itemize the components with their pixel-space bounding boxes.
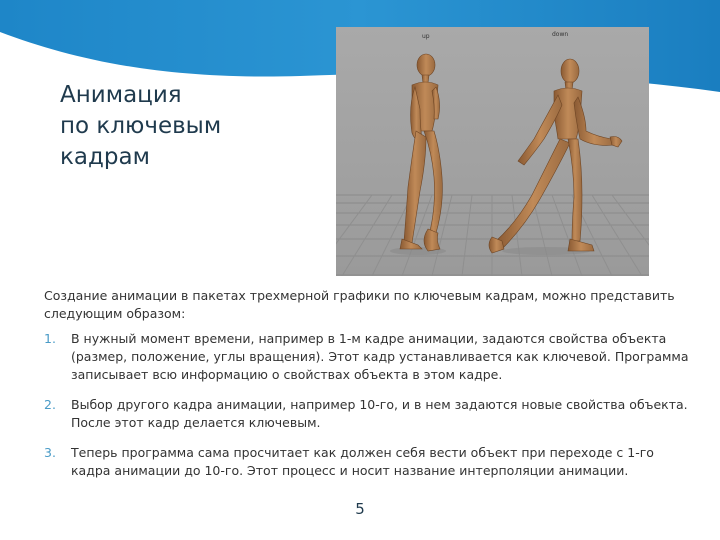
walking-figures-image xyxy=(336,27,649,276)
list-item xyxy=(44,330,694,384)
title-line-3: кадрам xyxy=(60,144,150,170)
step-text: Теперь программа сама просчитает как должен себя вести объект при переходе с 1-го кадра анимации до 10-го. Этот процесс и носит название интерполяции анимации. xyxy=(71,445,654,478)
step-number: 1. xyxy=(44,331,56,346)
intro-paragraph: Создание анимации в пакетах трехмерной графики по ключевым кадрам, можно представить следующим образом: xyxy=(44,288,675,321)
step-number: 3. xyxy=(44,445,56,460)
step-text: Выбор другого кадра анимации, например 10-го, и в нем задаются новые свойства объекта. После этот кадр делается ключевым. xyxy=(71,397,688,430)
title-line-1: Анимация xyxy=(60,82,182,108)
steps-list xyxy=(44,330,694,492)
slide-title xyxy=(60,80,320,173)
list-item xyxy=(44,444,694,480)
list-item xyxy=(44,396,694,432)
label-up: up xyxy=(422,33,430,40)
label-down: down xyxy=(552,31,569,38)
title-line-2: по ключевым xyxy=(60,113,222,139)
page-number: 5 xyxy=(355,500,365,518)
step-number: 2. xyxy=(44,397,56,412)
step-text: В нужный момент времени, например в 1-м кадре анимации, задаются свойства объекта (размер, положение, углы вращения). Этот кадр устанавливается как ключевой. Программа записывает всю информацию о свойствах объекта в этом кадре. xyxy=(71,331,689,382)
